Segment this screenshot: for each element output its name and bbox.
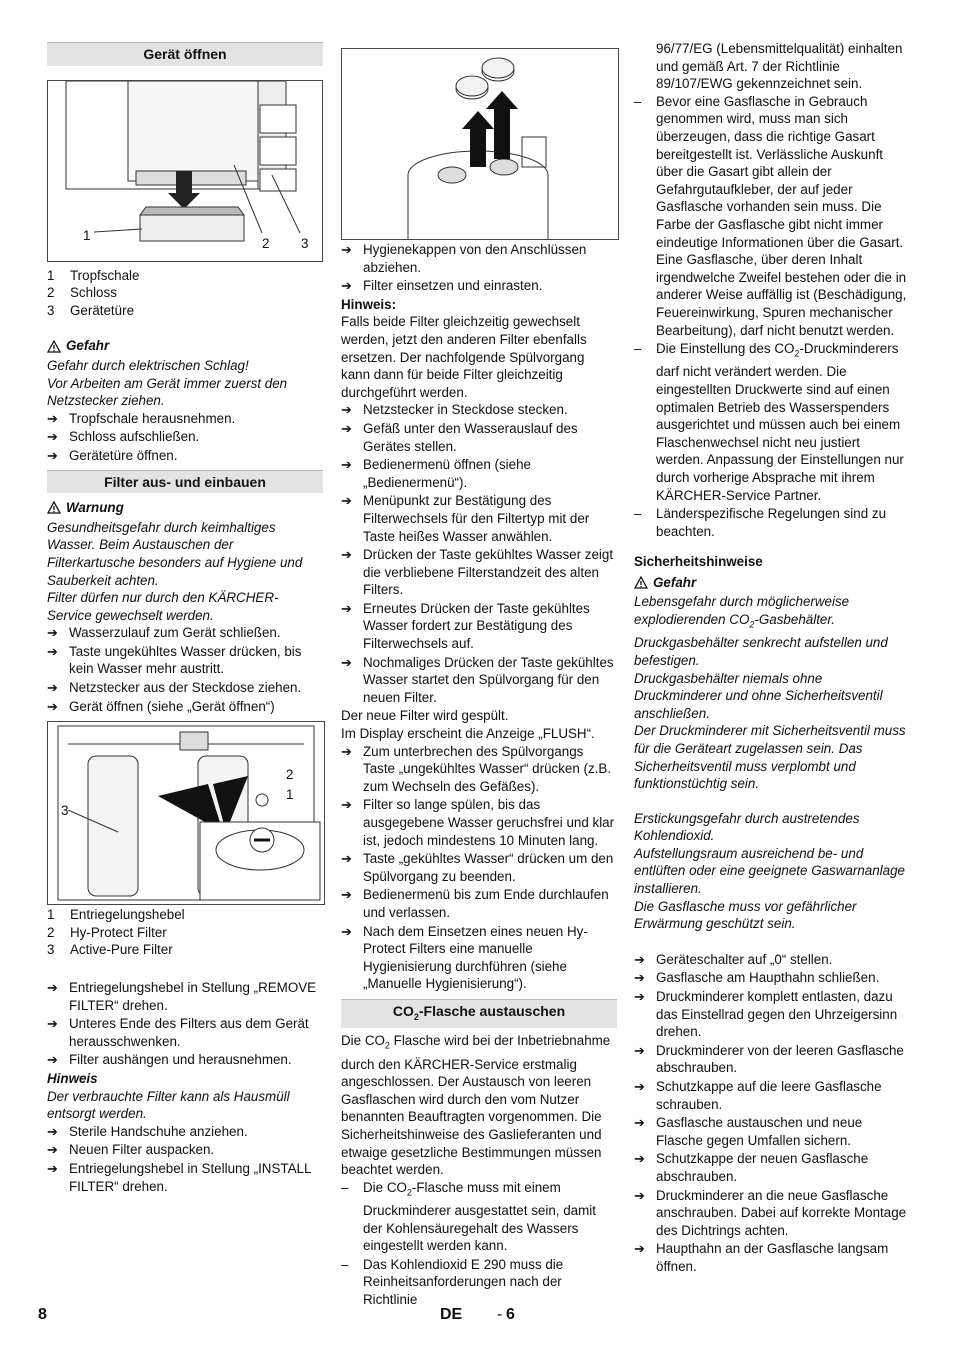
arrow-icon: ➔ [47, 429, 58, 445]
heading-safety: Sicherheitshinweise [634, 554, 763, 570]
arrow-icon: ➔ [634, 1042, 645, 1058]
arrow-icon: ➔ [47, 1123, 58, 1139]
arrow-icon: ➔ [47, 643, 58, 659]
fig2-label-3: 3 [61, 803, 69, 819]
sub-page-number: 6 [506, 1306, 515, 1323]
steps-b: ➔ Netzstecker in Steckdose stecken. ➔ Gefäß unter den Wasserauslauf des Gerätes stellen. ➔ Bedienermenü öffnen (siehe „Bedienermenü“). ➔ Menüpunkt zur Bestätigung des Filterwechsels für den Filtertyp mit der Taste heißes Wasser anwählen. ➔ Drücken der Taste gekühltes Wasser zeigt die verbliebene Filterstandzeit des alten Filters. ➔ Erneutes Drücken der Taste gekühltes Wasser fordert zur Bestätigung des Filterwechsels auf. ➔ Nochmaliges Drücken der Taste gekühltes Wasser startet den Spülvorgang für den neuen Filter. [341, 402, 614, 705]
hygiene-caps-illustration [342, 49, 618, 239]
arrow-icon: ➔ [341, 887, 352, 903]
fig1-label-3: 3 [301, 235, 309, 251]
column-2 [341, 40, 617, 1310]
arrow-icon: ➔ [341, 600, 352, 616]
arrow-icon: ➔ [341, 242, 352, 257]
legend-item: 3 Gerätetüre [47, 302, 135, 318]
filter-illustration [48, 722, 324, 904]
danger-line: Druckgasbehälter senkrecht aufstellen und befestigen. [634, 635, 888, 668]
figure-open-device [47, 80, 323, 262]
arrow-icon: ➔ [341, 420, 352, 436]
warning-line: Gesundheitsgefahr durch keimhaltiges Wasser. Beim Austauschen der Filterkartusche besonders auf Hygiene und Sauberkeit achten. [47, 519, 303, 588]
warning-triangle-icon [47, 340, 61, 353]
steps-install: ➔ Sterile Handschuhe anziehen. ➔ Neuen Filter auspacken. ➔ Entriegelungshebel in Stellung „INSTALL FILTER“ drehen. [47, 1123, 311, 1194]
legend-2 [47, 906, 323, 959]
warning-triangle-icon [47, 501, 61, 514]
steps-filter: ➔ Wasserzulauf zum Gerät schließen. ➔ Taste ungekühltes Wasser drücken, bis kein Wasser mehr austritt. ➔ Netzstecker aus der Steckdose ziehen. ➔ Gerät öffnen (siehe „Gerät öffnen“) [47, 625, 302, 714]
flush-text: Der neue Filter wird gespült. [341, 708, 509, 724]
dash-item: – Länderspezifische Regelungen sind zu beachten. [634, 506, 887, 539]
steps-co2: ➔ Geräteschalter auf „0“ stellen. ➔ Gasflasche am Haupthahn schließen. ➔ Druckminderer komplett entlasten, dazu das Einstellrad gegen den Uhrzeigersinn drehen. ➔ Druckminderer von der leeren Gasflasche abschrauben. ➔ Schutzkappe auf die leere Gasflasche schrauben. ➔ Gasflasche austauschen und neue Flasche gegen Umfallen sichern. ➔ Schutzkappe der neuen Gasflasche abschrauben. ➔ Druckminderer an die neue Gasflasche anschrauben. Dabei auf korrekte Montage des Dichtrings achten. ➔ Haupthahn an der Gasflasche langsam öffnen. [634, 951, 907, 1274]
co2-paragraph: Die $CO_2$ Flasche wird bei der Inbetriebnahme durch den KÄRCHER-Service erstmalig angeschlossen. Der Austausch von leeren Gasflaschen wird durch den vom Nutzer benannten Beauftragten vorgenommen. Die Sicherheitshinweise des Gaslieferanten und etwaige gesetzliche Bestimmungen müssen beachtet werden. [341, 1033, 611, 1178]
hint-heading: Hinweis: [341, 296, 397, 312]
arrow-icon: ➔ [634, 970, 645, 986]
fig1-label-2: 2 [262, 235, 270, 251]
fig2-label-1: 1 [286, 787, 294, 803]
danger-heading: Gefahr [47, 337, 323, 355]
steps-a: ➔ Hygienekappen von den Anschlüssen abziehen. ➔ Filter einsetzen und einrasten. [341, 242, 587, 294]
arrow-icon: ➔ [47, 625, 58, 641]
danger-heading: Gefahr [634, 574, 910, 592]
column-1 [47, 40, 323, 1196]
danger-line: Die Gasflasche muss vor gefährlicher Erwärmung geschützt sein. [634, 898, 857, 932]
arrow-icon: ➔ [47, 1052, 58, 1068]
arrow-icon: ➔ [634, 1115, 645, 1131]
arrow-icon: ➔ [634, 1187, 645, 1203]
legend-item: 2 Hy-Protect Filter [47, 924, 167, 940]
hint-text: Falls beide Filter gleichzeitig gewechselt werden, jetzt den anderen Filter ebenfalls ersetzen. Der nachfolgende Spülvorgang kann dann für beide Filter gleichzeitig durchgeführt werden. [341, 314, 587, 400]
arrow-icon: ➔ [47, 698, 58, 714]
column-3 [634, 40, 910, 1277]
warning-heading: Warnung [47, 499, 323, 517]
arrow-icon: ➔ [341, 493, 352, 509]
arrow-icon: ➔ [634, 951, 645, 967]
heading-co2: $CO_2$-Flasche austauschen [341, 999, 617, 1028]
language-code: DE [440, 1306, 463, 1323]
danger-line: Druckgasbehälter niemals ohne Druckminderer und ohne Sicherheitsventil anschließen. [634, 670, 883, 721]
warning-line: Filter dürfen nur durch den KÄRCHER-Service gewechselt werden. [47, 590, 279, 623]
arrow-icon: ➔ [47, 680, 58, 696]
figure-filters [47, 721, 325, 905]
arrow-icon: ➔ [47, 1142, 58, 1158]
dash-item: – Bevor eine Gasflasche in Gebrauch genommen wird, muss man sich überzeugen, dass die richtige Gasart bereitgestellt ist. Verlässliche Auskunft über die Gasart gibt allein der Gefahrgutaufkleber, der auf jeder Gasflasche vorhanden sein muss. Die Farbe der Gasflasche gibt nicht immer eindeutige Informationen über die Gasart. Eine Gasflasche, über deren Inhalt irgendwelche Zweifel bestehen oder die in anderer Weise auffällig ist (Beschädigung, Feuereinwirkung, Spuren mechanischer Bearbeitung), darf nicht benutzt werden. [634, 93, 907, 338]
legend-item: 1 Entriegelungshebel [47, 907, 185, 923]
legend-1 [47, 267, 323, 320]
arrow-icon: ➔ [341, 923, 352, 939]
flush-display-text: Im Display erscheint die Anzeige „FLUSH“. [341, 726, 595, 742]
arrow-icon: ➔ [341, 547, 352, 563]
arrow-icon: ➔ [341, 797, 352, 813]
steps-c: ➔ Zum unterbrechen des Spülvorgangs Taste „ungekühltes Wasser“ drücken (z.B. zum Wechseln des Gefäßes). ➔ Filter so lange spülen, bis das ausgegebene Wasser geruchsfrei und klar ist, jedoch mindestens 10 Minuten lang. ➔ Taste „gekühltes Wasser“ drücken um den Spülvorgang zu beenden. ➔ Bedienermenü bis zum Ende durchlaufen und verlassen. ➔ Nach dem Einsetzen eines neuen Hy-Protect Filters eine manuelle Hygienisierung durchführen (siehe „Manuelle Hygienisierung“). [341, 743, 615, 992]
heading-geraet-oeffnen: Gerät öffnen [47, 42, 323, 66]
fig1-label-1: 1 [83, 227, 91, 243]
danger-line: Lebensgefahr durch möglicherweise explodierenden $CO_2$-Gasbehälter. [634, 594, 850, 630]
hint-heading: Hinweis [47, 1071, 98, 1086]
arrow-icon: ➔ [341, 654, 352, 670]
arrow-icon: ➔ [341, 457, 352, 473]
arrow-icon: ➔ [634, 1241, 645, 1257]
arrow-icon: ➔ [47, 980, 58, 996]
dash-item: – Das Kohlendioxid E 290 muss die Reinheitsanforderungen nach der Richtlinie [341, 1256, 564, 1307]
arrow-icon: ➔ [634, 989, 645, 1005]
danger-line: Der Druckminderer mit Sicherheitsventil muss für die Geräteart zugelassen sein. Das Sicherheitsventil muss verplombt und funktionstüchtig sein. [634, 723, 906, 792]
arrow-icon: ➔ [341, 402, 352, 418]
arrow-icon: ➔ [47, 410, 58, 426]
fig2-label-2: 2 [286, 767, 294, 783]
continued-text: 96/77/EG (Lebensmittelqualität) einhalten und gemäß Art. 7 der Richtlinie 89/107/EWG gekennzeichnet sein. [656, 41, 903, 92]
steps-open: ➔ Tropfschale herausnehmen. ➔ Schloss aufschließen. ➔ Gerätetüre öffnen. [47, 410, 236, 463]
arrow-icon: ➔ [341, 851, 352, 867]
legend-item: 2 Schloss [47, 285, 117, 301]
steps-remove: ➔ Entriegelungshebel in Stellung „REMOVE FILTER“ drehen. ➔ Unteres Ende des Filters aus dem Gerät herausschwenken. ➔ Filter aushängen und herausnehmen. [47, 980, 317, 1068]
danger-line: Gefahr durch elektrischen Schlag! [47, 357, 249, 373]
warning-triangle-icon [634, 576, 648, 589]
arrow-icon: ➔ [634, 1151, 645, 1167]
page-number: 8 [38, 1306, 47, 1323]
arrow-icon: ➔ [47, 1016, 58, 1032]
arrow-icon: ➔ [341, 743, 352, 759]
legend-item: 3 Active-Pure Filter [47, 942, 173, 958]
danger-line: Erstickungsgefahr durch austretendes Kohlendioxid. [634, 810, 860, 844]
footer-separator: - [497, 1306, 503, 1323]
dash-item: – Die Einstellung des $CO_2$-Druckminderers darf nicht verändert werden. Die eingestellten Druckwerte sind auf einen optimalen Betrieb des Wasserspenders ausgerichtet und müssen auch bei einem Flaschenwechsel nicht neu justiert werden. Anpassung der Einstellungen nur durch vorherige Absprache mit ihrem KÄRCHER-Service Partner. [634, 341, 904, 503]
danger-line: Vor Arbeiten am Gerät immer zuerst den Netzstecker ziehen. [47, 375, 288, 409]
figure-hygiene-caps [341, 48, 619, 240]
arrow-icon: ➔ [634, 1079, 645, 1094]
heading-filter: Filter aus- und einbauen [47, 470, 323, 494]
arrow-icon: ➔ [47, 1160, 58, 1176]
legend-item: 1 Tropfschale [47, 267, 140, 283]
dash-item: – Die $CO_2$-Flasche muss mit einem Druckminderer ausgestattet sein, damit der Kohlensäuregehalt des Wassers eingestellt werden kann. [341, 1179, 596, 1254]
arrow-icon: ➔ [47, 447, 58, 463]
danger-line: Aufstellungsraum ausreichend be- und entlüften oder eine geeignete Gaswarnanlage installieren. [634, 845, 905, 897]
hint-text: Der verbrauchte Filter kann als Hausmüll entsorgt werden. [47, 1088, 290, 1122]
arrow-icon: ➔ [341, 278, 352, 294]
